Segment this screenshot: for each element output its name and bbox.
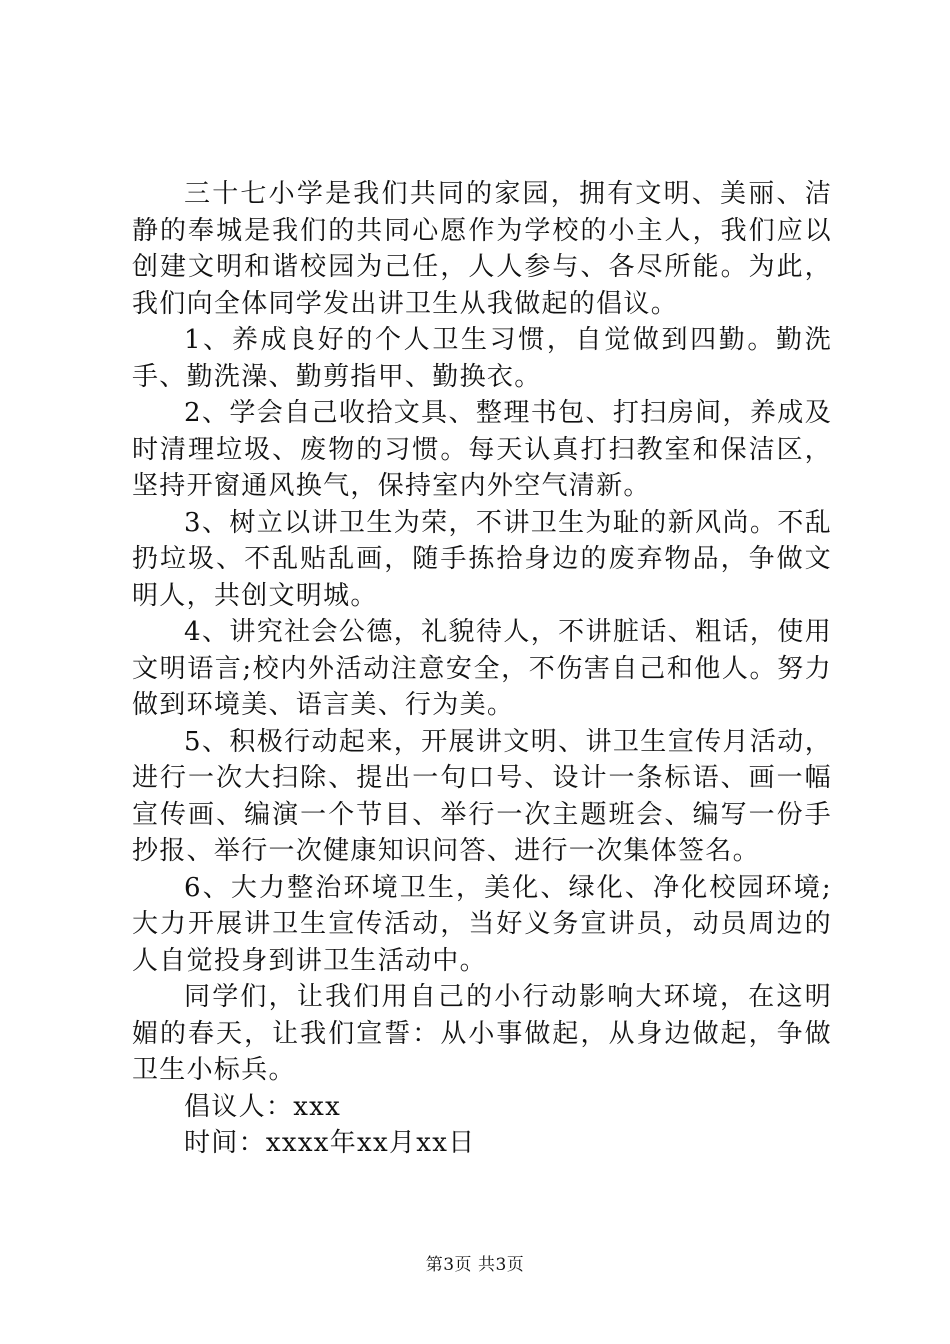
document-body — [132, 176, 832, 1162]
item-5-paragraph: 5、积极行动起来，开展讲文明、讲卫生宣传月活动，进行一次大扫除、提出一句口号、设计一条标语、画一幅宣传画、编演一个节目、举行一次主题班会、编写一份手抄报、举行一次健康知识问答、进行一次集体签名。 — [132, 726, 832, 866]
item-1-paragraph: 1、养成良好的个人卫生习惯，自觉做到四勤。勤洗手、勤洗澡、勤剪指甲、勤换衣。 — [132, 325, 832, 392]
date-line: 时间：xxxx年xx月xx日 — [184, 1128, 476, 1158]
item-4-paragraph: 4、讲究社会公德，礼貌待人，不讲脏话、粗话，使用文明语言;校内外活动注意安全，不伤害自己和他人。努力做到环境美、语言美、行为美。 — [132, 617, 832, 720]
item-2-paragraph: 2、学会自己收拾文具、整理书包、打扫房间，养成及时清理垃圾、废物的习惯。每天认真打扫教室和保洁区，坚持开窗通风换气，保持室内外空气清新。 — [132, 398, 832, 501]
intro-paragraph: 三十七小学是我们共同的家园，拥有文明、美丽、洁静的奉城是我们的共同心愿作为学校的小主人，我们应以创建文明和谐校园为己任，人人参与、各尽所能。为此，我们向全体同学发出讲卫生从我做起的倡议。 — [132, 179, 832, 319]
item-6-paragraph: 6、大力整治环境卫生，美化、绿化、净化校园环境;大力开展讲卫生宣传活动，当好义务宣讲员，动员周边的人自觉投身到讲卫生活动中。 — [132, 872, 832, 976]
page-number-footer: 第3页 共3页 — [425, 1255, 525, 1275]
proposer-line: 倡议人：xxx — [184, 1091, 342, 1122]
item-3-paragraph: 3、树立以讲卫生为荣，不讲卫生为耻的新风尚。不乱扔垃圾、不乱贴乱画，随手拣拾身边的废弃物品，争做文明人，共创文明城。 — [132, 507, 832, 611]
closing-paragraph: 同学们，让我们用自己的小行动影响大环境，在这明媚的春天，让我们宣誓：从小事做起，从身边做起，争做卫生小标兵。 — [132, 982, 832, 1085]
